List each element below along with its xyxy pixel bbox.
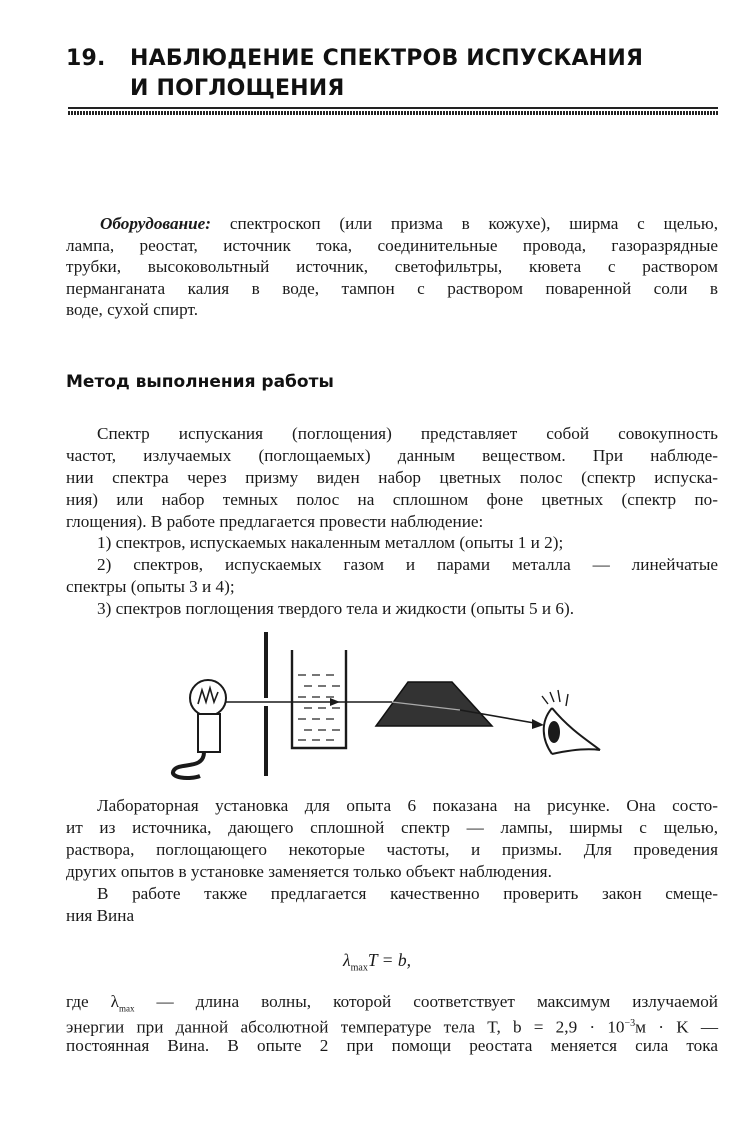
equipment-lead: Оборудование: [100,214,212,233]
lab-line: ит из источника, дающего сплошной спектр — лампы, ширмы с щелью, [66,818,718,837]
title-rule [68,107,718,109]
definitions-text: м · K — [635,1017,719,1037]
equipment-line [66,213,718,235]
chapter-title-line-2: И ПОГЛОЩЕНИЯ [130,76,345,101]
method-line: частот, излучаемых (поглощаемых) данным веществом. При наблюде- [66,445,718,465]
lab-paragraph [66,795,718,927]
chapter-number: 19. [66,46,106,71]
method-line: нии спектра через призму виден набор цветных полос (спектр испуска- [66,467,718,487]
cuvette-icon [292,650,346,748]
formula-lambda: λ [343,950,351,970]
lab-line: ния Вина [66,906,135,925]
definitions-line: постоянная Вина. В опыте 2 при помощи реостата меняется сила тока [66,1036,718,1055]
equipment-line: трубки, высоковольтный источник, светофильтры, кювета с раствором [66,257,718,277]
lab-line: В работе также предлагается качественно проверить закон смеще- [97,884,718,903]
definitions-text: — длина волны, которой соответствует максимум излучаемой [134,992,719,1011]
method-list-item: 2) спектров, испускаемых газом и парами металла — линейчатые [97,555,718,575]
method-line: спектры (опыты 3 и 4); [66,577,235,597]
exponent: −3 [624,1018,636,1029]
definitions-line [66,991,718,1013]
setup-figure [160,630,620,780]
equipment-line: воде, сухой спирт. [66,300,198,320]
eye-icon [542,690,600,754]
lab-line: других опытов в установке заменяется только объект наблюдения. [66,862,552,881]
lambda-subscript: max [118,1003,135,1014]
equipment-paragraph [66,213,718,321]
lamp-icon [173,680,226,778]
definitions-text: энергии при данной абсолютной температуре тела T, b = 2,9 · 10 [66,1017,625,1037]
method-line: Спектр испускания (поглощения) представляет собой совокупность [97,424,718,443]
formula-subscript: max [350,962,368,974]
prism-icon [376,682,544,729]
definitions-text: где λ [66,992,119,1011]
wien-formula [0,950,754,974]
equipment-text: спектроскоп (или призма в кожухе), ширма с щелью, [211,214,718,233]
chapter-title-line-1: НАБЛЮДЕНИЕ СПЕКТРОВ ИСПУСКАНИЯ [130,46,644,71]
lab-line: раствора, поглощающего некоторые частоты, и призмы. Для проведения [66,840,718,859]
method-list-item: 3) спектров поглощения твердого тела и жидкости (опыты 5 и 6). [97,599,574,619]
method-list-item: 1) спектров, испускаемых накаленным металлом (опыты 1 и 2); [97,533,564,553]
method-line: ния) или набор темных полос на сплошном фоне цветных (спектр по- [66,489,718,509]
method-paragraph [66,423,718,620]
title-rule-hatched [68,111,718,115]
lab-line: Лабораторная установка для опыта 6 показана на рисунке. Она состо- [97,796,718,815]
method-line: глощения). В работе предлагается провести наблюдение: [66,511,484,531]
light-beam [226,698,392,706]
slit-screen [264,632,268,776]
definitions-paragraph [66,991,718,1057]
definitions-line [66,1013,718,1035]
equipment-line: лампа, реостат, источник тока, соединительные провода, газоразрядные [66,235,718,255]
equipment-line: перманганата калия в воде, тампон с раствором поваренной соли в [66,278,718,298]
section-heading: Метод выполнения работы [66,372,334,392]
formula-rest: T = b, [367,950,411,970]
